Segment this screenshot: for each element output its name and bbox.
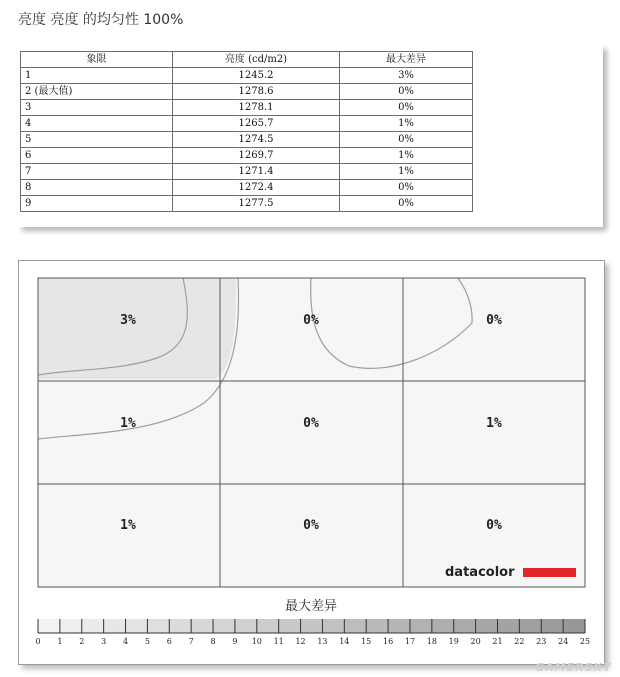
uniformity-chart-card: [18, 260, 605, 665]
scale-segment: [519, 619, 541, 633]
scale-tick-label: 24: [558, 637, 569, 646]
scale-segment: [301, 619, 323, 633]
scale-segment: [454, 619, 476, 633]
cell-quadrant: 4: [21, 116, 173, 132]
cell-max-diff: 0%: [340, 196, 473, 212]
scale-tick-label: 0: [35, 637, 41, 646]
scale-segment: [38, 619, 60, 633]
scale-segment: [213, 619, 235, 633]
scale-tick-label: 19: [448, 637, 459, 646]
scale-segment: [541, 619, 563, 633]
scale-tick-label: 14: [339, 637, 350, 646]
scale-segment: [497, 619, 519, 633]
scale-segment: [235, 619, 257, 633]
cell-quadrant: 6: [21, 148, 173, 164]
cell-max-diff: 0%: [340, 132, 473, 148]
cell-label-q6: 1%: [486, 416, 502, 431]
scale-tick-label: 11: [273, 637, 284, 646]
header-luminance: 亮度 (cd/m2): [173, 52, 340, 68]
table-row: [21, 164, 473, 180]
scale-tick-label: 17: [404, 637, 416, 646]
table-row: [21, 100, 473, 116]
scale-tick-label: 7: [188, 637, 194, 646]
cell-luminance: 1278.1: [173, 100, 340, 116]
table-row: [21, 148, 473, 164]
uniformity-table-card: [18, 45, 603, 227]
cell-max-diff: 1%: [340, 164, 473, 180]
cell-label-q8: 0%: [303, 518, 319, 533]
scale-segment: [191, 619, 213, 633]
uniformity-heatmap: [19, 261, 604, 664]
cell-max-diff: 1%: [340, 148, 473, 164]
scale-segment: [126, 619, 148, 633]
table-row: [21, 196, 473, 212]
cell-luminance: 1265.7: [173, 116, 340, 132]
logo-text: datacolor: [445, 565, 515, 580]
table-header-row: [21, 52, 473, 68]
scale-segment: [257, 619, 279, 633]
cell-luminance: 1274.5: [173, 132, 340, 148]
cell-label-q9: 0%: [486, 518, 502, 533]
cell-quadrant: 1: [21, 68, 173, 84]
cell-max-diff: 0%: [340, 180, 473, 196]
cell-quadrant: 8: [21, 180, 173, 196]
scale-tick-label: 2: [79, 637, 85, 646]
uniformity-table: [20, 51, 473, 212]
cell-luminance: 1278.6: [173, 84, 340, 100]
scale-tick-label: 22: [514, 637, 525, 646]
watermark: GAMERSKY: [535, 661, 612, 674]
cell-label-q3: 0%: [486, 313, 502, 328]
cell-luminance: 1245.2: [173, 68, 340, 84]
cell-label-q5: 0%: [303, 416, 319, 431]
scale-tick-label: 4: [122, 637, 129, 646]
scale-tick-label: 15: [361, 637, 372, 646]
table-row: [21, 132, 473, 148]
scale-segment: [104, 619, 126, 633]
table-row: [21, 180, 473, 196]
scale-tick-label: 1: [57, 637, 63, 646]
table-row: [21, 116, 473, 132]
scale-tick-label: 21: [492, 637, 503, 646]
scale-segment: [344, 619, 366, 633]
cell-max-diff: 1%: [340, 116, 473, 132]
scale-tick-label: 20: [470, 637, 481, 646]
cell-luminance: 1277.5: [173, 196, 340, 212]
scale-tick-label: 3: [101, 637, 107, 646]
cell-label-q4: 1%: [120, 416, 136, 431]
scale-title: 最大差异: [284, 599, 338, 614]
scale-segment: [388, 619, 410, 633]
scale-segment: [147, 619, 169, 633]
scale-tick-label: 16: [382, 637, 394, 646]
cell-quadrant: 2 (最大值): [21, 84, 173, 100]
scale-bar: [35, 619, 590, 646]
scale-tick-label: 6: [166, 637, 172, 646]
scale-segment: [563, 619, 585, 633]
cell-luminance: 1271.4: [173, 164, 340, 180]
scale-tick-label: 8: [210, 637, 216, 646]
table-row: [21, 68, 473, 84]
cell-max-diff: 0%: [340, 100, 473, 116]
scale-segment: [169, 619, 191, 633]
page-title: 亮度 亮度 的均匀性 100%: [18, 12, 184, 28]
cell-label-q7: 1%: [120, 518, 136, 533]
header-quadrant: 象限: [21, 52, 173, 68]
scale-tick-label: 10: [251, 637, 262, 646]
cell-max-diff: 3%: [340, 68, 473, 84]
scale-segment: [279, 619, 301, 633]
cell-quadrant: 5: [21, 132, 173, 148]
scale-segment: [410, 619, 432, 633]
scale-segment: [432, 619, 454, 633]
cell-label-q1: 3%: [120, 313, 136, 328]
scale-segment: [366, 619, 388, 633]
scale-tick-label: 12: [295, 637, 306, 646]
cell-luminance: 1272.4: [173, 180, 340, 196]
table-row: [21, 84, 473, 100]
scale-tick-label: 23: [536, 637, 547, 646]
scale-tick-label: 18: [426, 637, 437, 646]
cell-label-q2: 0%: [303, 313, 319, 328]
scale-segment: [60, 619, 82, 633]
cell-quadrant: 7: [21, 164, 173, 180]
scale-segment: [476, 619, 498, 633]
cell-quadrant: 9: [21, 196, 173, 212]
cell-quadrant: 3: [21, 100, 173, 116]
scale-segment: [322, 619, 344, 633]
scale-segment: [82, 619, 104, 633]
scale-tick-label: 5: [144, 637, 150, 646]
scale-tick-label: 13: [317, 637, 328, 646]
scale-tick-label: 9: [232, 637, 238, 646]
cell-luminance: 1269.7: [173, 148, 340, 164]
scale-tick-label: 25: [579, 637, 591, 646]
cell-max-diff: 0%: [340, 84, 473, 100]
header-max-diff: 最大差异: [340, 52, 473, 68]
logo-bar: [523, 568, 576, 577]
